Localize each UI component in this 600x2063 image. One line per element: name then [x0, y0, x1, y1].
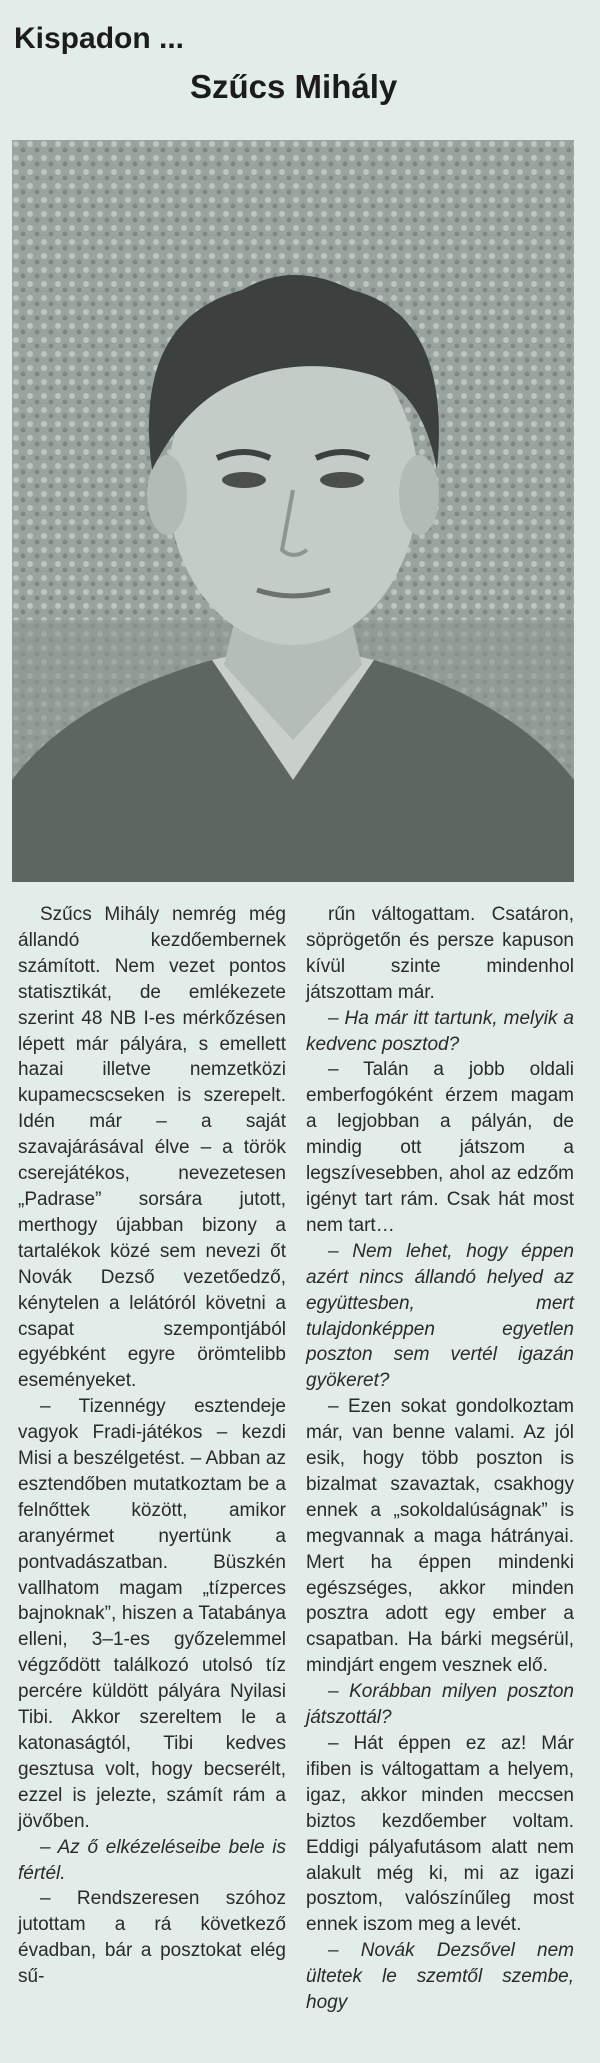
section-kicker: Kispadon ...	[14, 22, 185, 55]
portrait-photo-icon	[12, 140, 574, 882]
interview-question: – Ha már itt tartunk, melyik a kedvenc posztod?	[306, 1007, 574, 1055]
paragraph: Szűcs Mihály nemrég még állandó kezdőembernek számított. Nem vezet pontos statisztikát, de emlékezete szerint 48 NB I-es mérkőzésen lépett már pályára, s emellett hazai illetve nemzetközi kupamecscseken is szerepelt. Idén már – a saját szavajárásával élve – a török cserejátékos, nevezetesen „Padrase” sorsára jutott, merthogy újabban bizony a tartalékok közé sem nevezi őt Novák Dezső vezetőedző, kénytelen a lelátóról követni a csapat szempontjából egyébként egyre örömtelibb eseményeket.	[18, 904, 286, 1392]
paragraph: – Rendszeresen szóhoz jutottam a rá következő évadban, bár a posztokat elég sű-	[18, 1888, 286, 1988]
paragraph: – Hát éppen ez az! Már ifiben is váltogattam a helyem, igaz, akkor minden meccsen biztos kezdőember voltam. Eddigi pályafutásom alatt nem alakult még ki, mi az igazi posztom, valószínűleg most ennek iszom meg a levét.	[306, 1733, 574, 1936]
interview-question: – Nem lehet, hogy éppen azért nincs állandó helyed az együttesben, mert tulajdonképpen egyetlen poszton sem vertél igazán gyökeret?	[306, 1240, 574, 1392]
article-column-left	[18, 902, 286, 1990]
player-portrait-photo	[12, 140, 574, 882]
paragraph: – Talán a jobb oldali emberfogóként érzem magam a legjobban a pályán, de mindig ott játszom a legszívesebben, ahol az edzőm igényt tart rám. Csak hát most nem tart…	[306, 1059, 574, 1236]
interview-question: – Az ő elkézeléseibe bele is fértél.	[18, 1836, 286, 1884]
article-title: Szűcs Mihály	[190, 68, 398, 105]
paragraph: – Tizennégy esztendeje vagyok Fradi-játékos – kezdi Misi a beszélgetést. – Abban az esztendőben mutatkoztam be a felnőttek között, amikor aranyérmet nyertünk a pontvadászatban. Büszkén vallhatom magam „tízperces bajnoknak”, hiszen a Tatabánya elleni, 3–1-es győzelemmel végződött találkozó utolsó tíz percére küldött pályára Nyilasi Tibi. Akkor szereltem le a katonaságtól, Tibi kedves gesztusa volt, hogy becserélt, ezzel is jelezte, számít rám a jövőben.	[18, 1396, 286, 1832]
article-column-right	[306, 902, 574, 2016]
paragraph: rűn váltogattam. Csatáron, söprögetőn és persze kapuson kívül szinte mindenhol játszottam már.	[306, 904, 574, 1003]
interview-question: – Korábban milyen poszton játszottál?	[306, 1681, 574, 1729]
interview-question: – Novák Dezsővel nem ültetek le szemtől szembe, hogy	[306, 1940, 574, 2014]
paragraph: – Ezen sokat gondolkoztam már, van benne valami. Az jól esik, hogy több poszton is bizalmat szavaztak, csakhogy ennek a „sokoldalúságnak” is megvannak a maga hátrányai. Mert ha éppen mindenki egészséges, akkor minden posztra adott egy ember a csapatban. Ha bárki megsérül, mindjárt engem vesznek elő.	[306, 1396, 574, 1677]
